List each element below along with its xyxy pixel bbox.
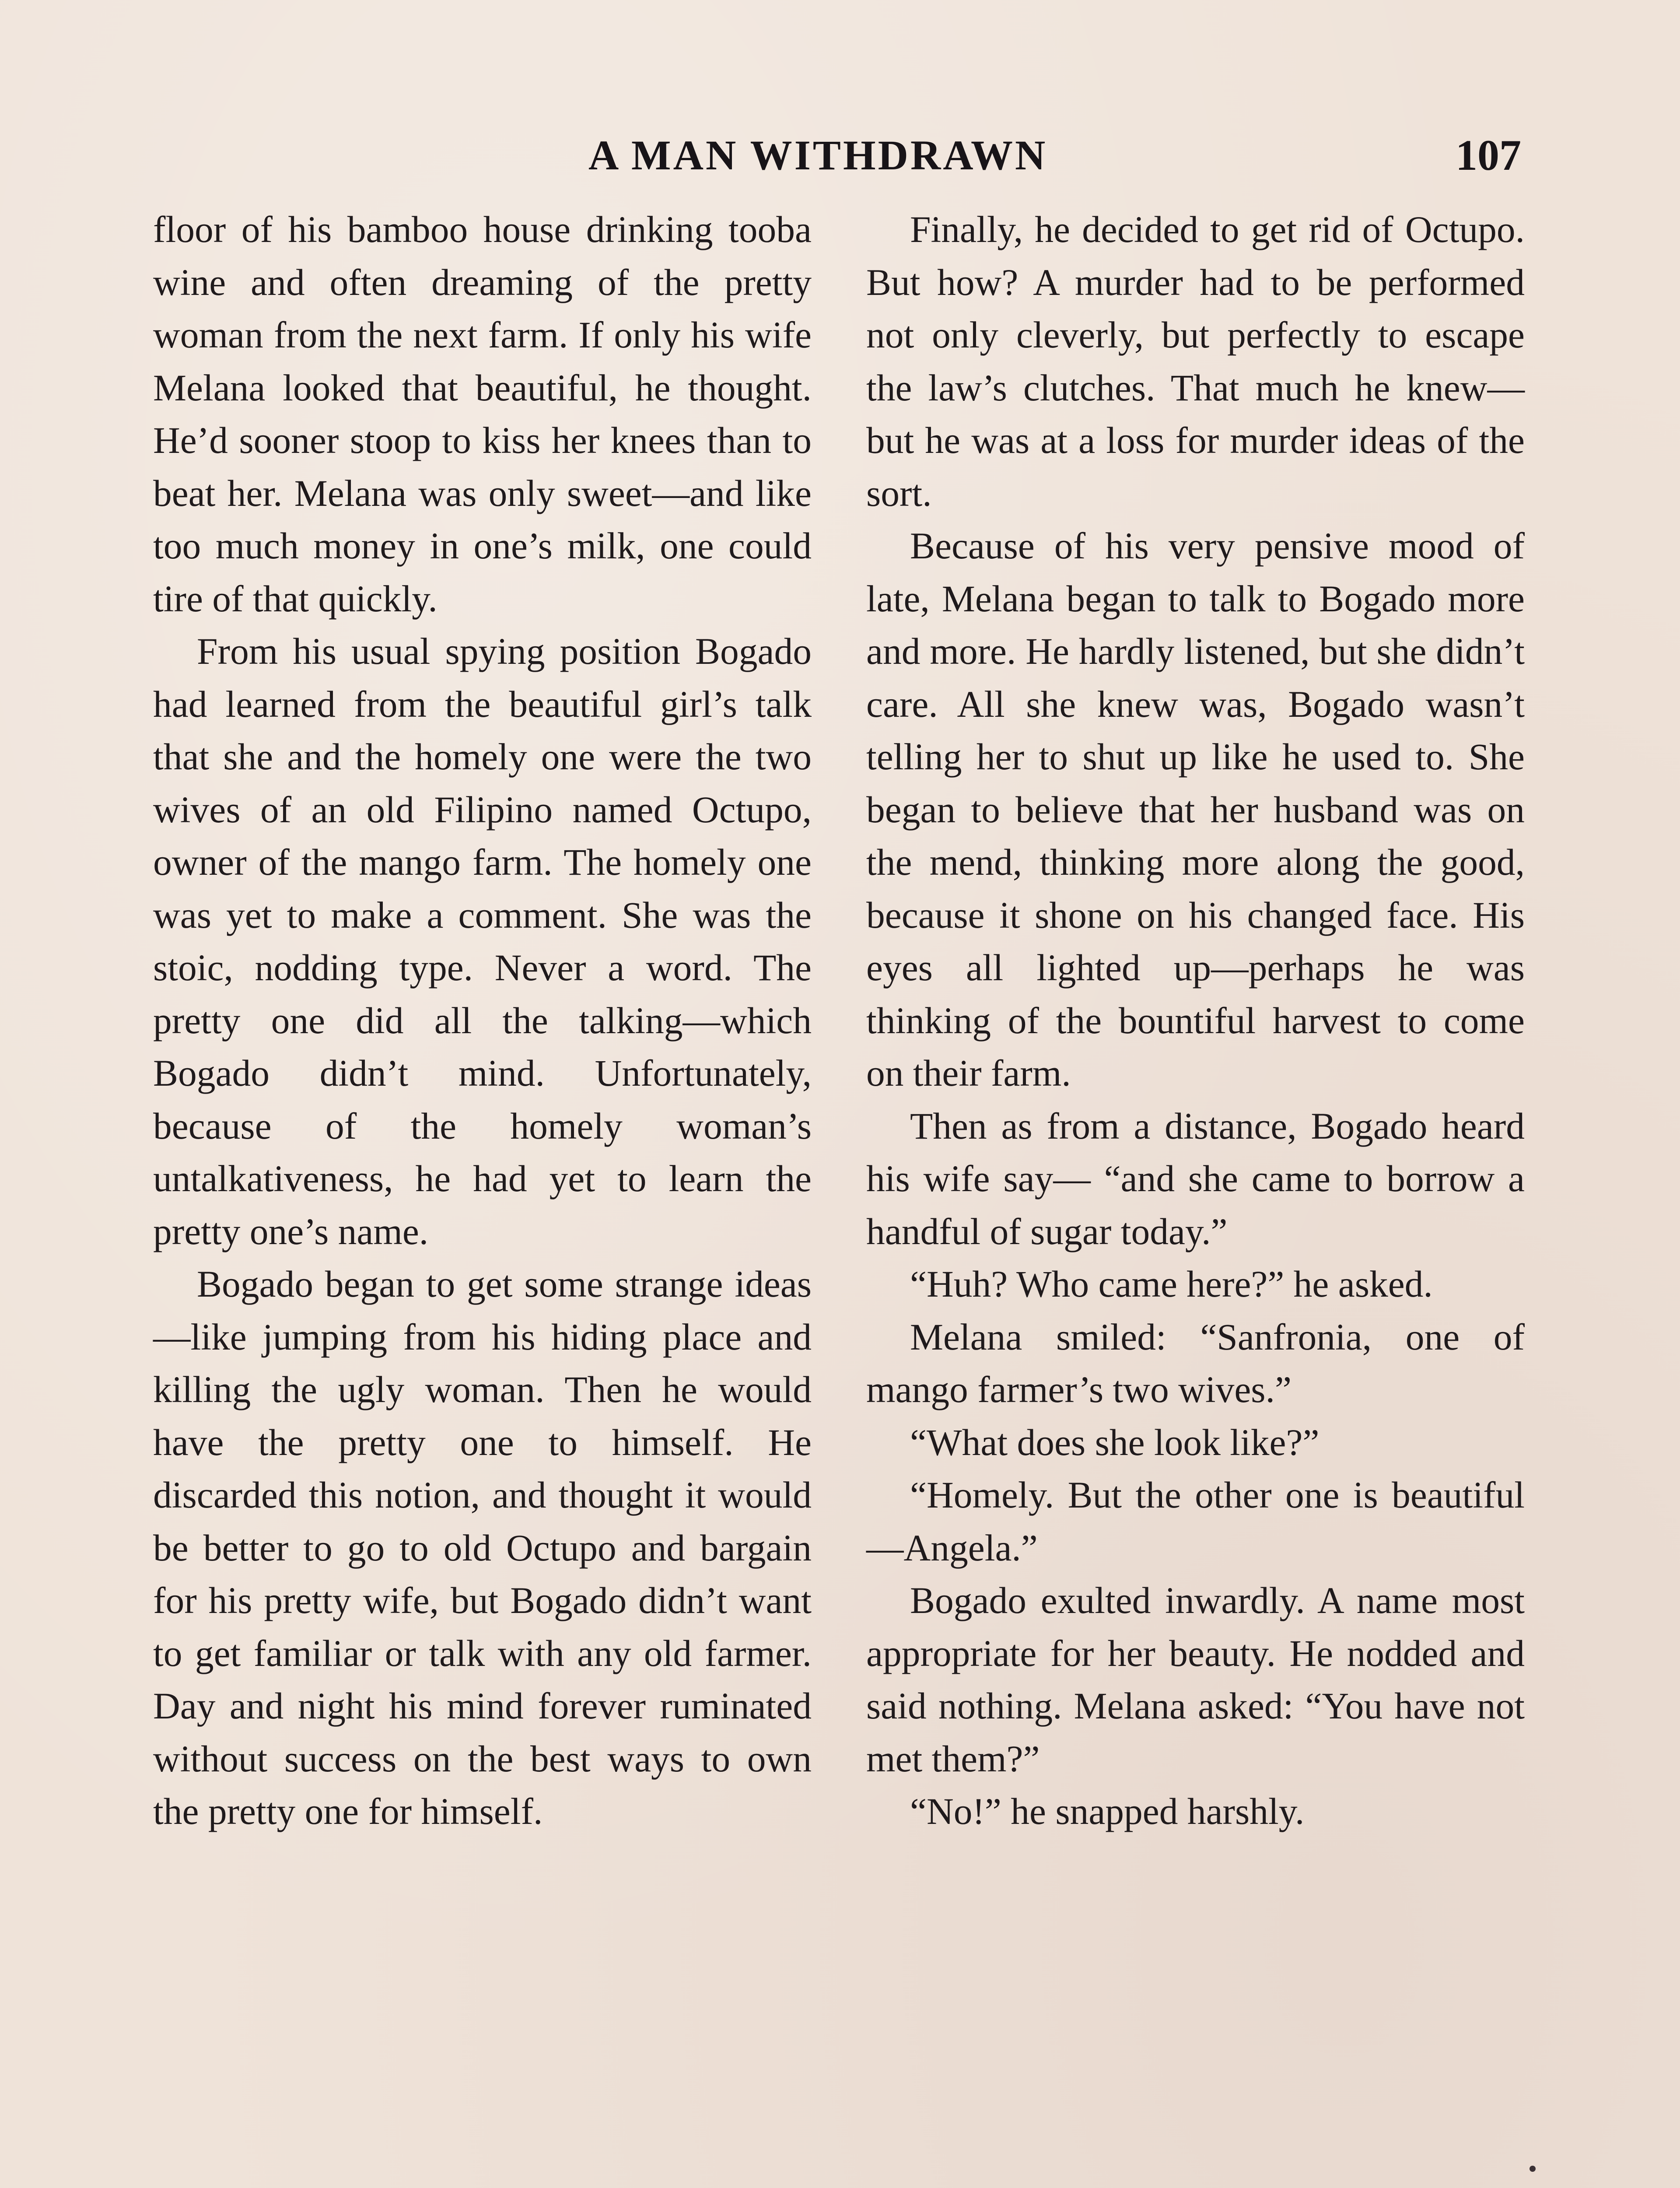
running-head	[0, 127, 1680, 184]
paragraph: From his usual spying position Bogado had learned from the beautiful girl’s talk that she and the homely one were the two wives of an old Filipino named Octupo, owner of the mango farm. The homely one was yet to make a comment. She was the stoic, nodding type. Never a word. The pretty one did all the talking—which Bogado didn’t mind. Unfortunately, because of the homely woman’s untalkativeness, he had yet to learn the pretty one’s name.	[153, 631, 812, 1252]
paragraph: “No!” he snapped harshly.	[910, 1791, 1305, 1832]
paragraph: Melana smiled: “Sanfronia, one of mango farmer’s two wives.”	[866, 1316, 1525, 1410]
paragraph: floor of his bamboo house drinking tooba wine and often dreaming of the pretty woman from the next farm. If only his wife Melana looked that beautiful, he thought. He’d sooner stoop to kiss her knees than to beat her. Melana was only sweet—and like too much money in one’s milk, one could tire of that quickly.	[153, 209, 812, 620]
left-column	[153, 203, 812, 1838]
paragraph: Because of his very pensive mood of late, Melana began to talk to Bogado more and more. He hardly listened, but she didn’t care. All she knew was, Bogado wasn’t telling her to shut up like he used to. She began to believe that her husband was on the mend, thinking more along the good, because it shone on his changed face. His eyes all lighted up—perhaps he was thinking of the bountiful harvest to come on their farm.	[866, 526, 1525, 1094]
paragraph: “Huh? Who came here?” he asked.	[910, 1264, 1433, 1305]
page-number: 107	[1456, 131, 1521, 179]
paragraph: Bogado began to get some strange ideas—like jumping from his hiding place and killing the ugly woman. Then he would have the pretty one to himself. He discarded this notion, and thought it would be better to go to old Octupo and bargain for his pretty wife, but Bogado didn’t want to get familiar or talk with any old farmer. Day and night his mind forever ruminated without success on the best ways to own the pretty one for himself.	[153, 1264, 812, 1832]
ink-speck	[1530, 2166, 1536, 2172]
paragraph: Finally, he decided to get rid of Octupo. But how? A murder had to be performed not only cleverly, but perfectly to escape the law’s clutches. That much he knew—but he was at a loss for murder ideas of the sort.	[866, 209, 1525, 514]
paragraph: “What does she look like?”	[910, 1422, 1320, 1463]
paragraph: Then as from a distance, Bogado heard his wife say— “and she came to borrow a handful of sugar today.”	[866, 1105, 1525, 1252]
right-column	[866, 203, 1525, 1838]
paragraph: Bogado exulted inwardly. A name most appropriate for her beauty. He nodded and said nothing. Melana asked: “You have not met them?”	[866, 1580, 1525, 1780]
paragraph: “Homely. But the other one is beautiful—Angela.”	[866, 1475, 1525, 1569]
running-title: A MAN WITHDRAWN	[588, 132, 1048, 179]
